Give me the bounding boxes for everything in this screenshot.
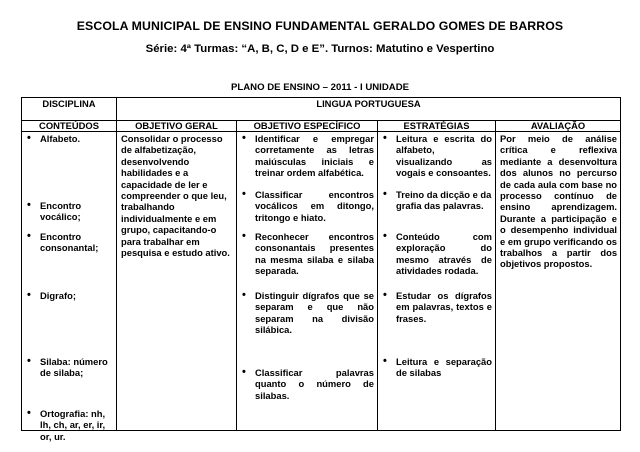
school-name: ESCOLA MUNICIPAL DE ENSINO FUNDAMENTAL GERALDO GOMES DE BARROS (76, 19, 564, 33)
objetivo-especifico-item: • Reconhecer encontros consonantais presentes na mesma silaba e silaba separada. (241, 231, 374, 277)
col-header-avaliacao: AVALIAÇÃO (496, 121, 621, 132)
col-header-estrategias: ESTRATÉGIAS (378, 121, 496, 132)
conteudo-item: • Encontro consonantal; (26, 231, 113, 254)
discipline-label: DISCIPLINA (22, 98, 117, 121)
series-line: Série: 4ª Turmas: “A, B, C, D e E”. Turnos: Matutino e Vespertino (145, 43, 495, 55)
discipline-row (22, 98, 621, 121)
conteudo-item: • Digrafo; (26, 290, 113, 301)
discipline-value: LINGUA PORTUGUESA (117, 98, 621, 121)
plan-title: PLANO DE ENSINO – 2011 - I UNIDADE (230, 82, 410, 93)
conteudo-item: • Silaba: número de silaba; (26, 356, 113, 379)
objetivo-especifico-item: • Distinguir dígrafos que se separam e que não separam na divisão silábica. (241, 290, 374, 336)
conteudo-item: • Ortografia: nh, lh, ch, ar, er, ir, or, ur. (26, 408, 113, 442)
content-row (22, 132, 621, 431)
column-header-row (22, 121, 621, 132)
conteudo-item: • Encontro vocálico; (26, 200, 113, 223)
col-header-conteudos: CONTEÚDOS (22, 121, 117, 132)
conteudos-cell (22, 132, 117, 442)
estrategia-item: • Treino da dicção e da grafia das palavras. (382, 189, 492, 212)
objetivo-geral-cell (117, 132, 237, 431)
estrategias-cell (378, 132, 496, 431)
estrategia-item: • Estudar os dígrafos em palavras, textos e frases. (382, 290, 492, 324)
avaliacao-text: Por meio de análise crítica e reflexiva mediante a desenvoltura dos alunos no percurso de cada aula com base no processo contínuo de ensino aprendizagem. Durante a participação e o desempenho individual e em grupo verificando os trabalhos a partir dos objetivos propostos. (500, 133, 618, 270)
col-header-objetivo-especifico: OBJETIVO ESPECÍFICO (237, 121, 378, 132)
objetivo-especifico-item: • Classificar encontros vocálicos em ditongo, tritongo e hiato. (241, 189, 374, 223)
objetivo-geral-text: Consolidar o processo de alfabetização, desenvolvendo habilidades e a capacidade de ler e compreender o que leu, trabalhando individualmente e em grupo, capacitando-o para trabalhar em pesquisa e estudo ativo. (121, 133, 230, 259)
objetivo-especifico-item: • Classificar palavras quanto o número de silabas. (241, 367, 374, 401)
estrategia-item: • Conteúdo com exploração do mesmo através de atividades rodada. (382, 231, 492, 277)
estrategia-item: • Leitura e separação de silabas (382, 356, 492, 379)
objetivo-especifico-item: • Identificar e empregar corretamente as letras maiúsculas iniciais e treinar ordem alfabética. (241, 133, 374, 179)
col-header-objetivo-geral: OBJETIVO GERAL (117, 121, 237, 132)
conteudo-item: • Alfabeto. (26, 133, 113, 144)
avaliacao-cell (496, 132, 621, 431)
estrategia-item: • Leitura e escrita do alfabeto, visualizando as vogais e consoantes. (382, 133, 492, 179)
objetivo-especifico-cell (237, 132, 378, 431)
teaching-plan-table (21, 97, 621, 442)
